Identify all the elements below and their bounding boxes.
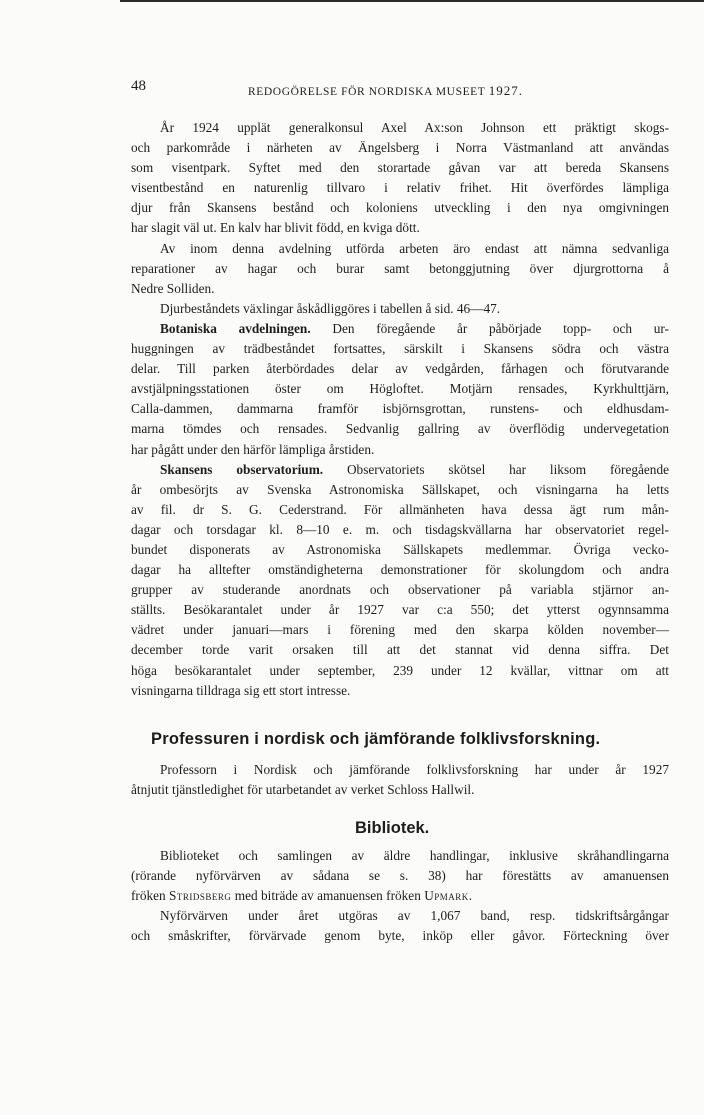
text-line: ställts. Besökarantalet under år 1927 var c:a 550; det ytterst ogynnsamma [131, 602, 669, 618]
person-name-stridsberg: Stridsberg [169, 888, 232, 904]
text-segment: med biträde av amanuensen fröken [234, 888, 421, 904]
text-line: åtnjutit tjänstledighet för utarbetandet av verket Schloss Hallwil. [131, 782, 475, 798]
running-head-year: 1927. [488, 83, 523, 98]
text-line [131, 886, 669, 906]
text-line: Nedre Solliden. [131, 280, 215, 296]
text-line: avstjälpningsstationen öster om Högloftet. Motjärn rensades, Kyrkhulttjärn, [131, 381, 669, 397]
text-line: höga besökarantalet under september, 239 under 12 kvällar, vittnar om att [131, 662, 669, 678]
top-border-line [120, 0, 704, 2]
text-line: Professorn i Nordisk och jämförande folklivsforskning har under år 1927 [160, 762, 669, 777]
text-line: Av inom denna avdelning utförda arbeten äro endast att nämna sedvanliga [160, 240, 669, 256]
text-segment: fröken [131, 888, 166, 904]
text-line: Djurbeståndets växlingar åskådliggöres i tabellen å sid. 46—47. [160, 300, 501, 316]
observatory-text: Observatoriets skötsel har liksom föregående [346, 461, 669, 477]
text-line: delar. Till parken återbördades delar av vedgården, fårhagen och förutvarande [131, 361, 669, 377]
text-line: reparationer av hagar och burar samt betonggjutning över djurgrottorna å [131, 260, 669, 276]
botanical-text: Den föregående år påbörjade topp- och ur- [332, 320, 669, 336]
text-line: och småskrifter, förvärvade genom byte, inköp eller gåvor. Förteckning över [131, 928, 669, 944]
text-line: huggningen av trädbeståndet fortsattes, särskilt i Skansens södra och västra [131, 341, 669, 357]
text-line: Nyförvärven under året utgöras av 1,067 band, resp. tidskriftsårgångar [160, 908, 669, 924]
paragraph-visentpark [131, 118, 669, 701]
paragraph-bibliotek [131, 846, 669, 946]
section-heading-professuren: Professuren i nordisk och jämförande folklivsforskning. [151, 730, 601, 748]
text-line: och parkområde i närheten av Ängelsberg i Norra Västmanland att användas [131, 140, 669, 156]
text-line: år ombesörjts av Svenska Astronomiska Sällskapet, och visningarna ha letts [131, 481, 669, 497]
section-heading-bibliotek: Bibliotek. [355, 819, 430, 837]
text-line: bundet disponerats av Astronomiska Sällskapets medlemmar. Övriga vecko- [131, 541, 669, 557]
text-line: dagar ha alltefter omständigheterna demonstrationer för skolungdom och andra [131, 562, 669, 578]
text-line: marna tömdes och rensades. Sedvanlig gallring av överflödig undervegetation [131, 421, 669, 437]
botanical-label: Botaniska avdelningen. [160, 320, 311, 336]
text-line: År 1924 upplät generalkonsul Axel Ax:son Johnson ett präktigt skogs- [160, 120, 669, 135]
person-name-upmark: Upmark. [424, 888, 473, 904]
text-line: december torde varit orsaken till att det stannat vid denna siffra. Det [131, 642, 669, 658]
text-line [131, 460, 669, 480]
paragraph-professuren [131, 760, 669, 800]
text-line: har pågått under den härför lämpliga årstiden. [131, 441, 375, 457]
text-line: Calla-dammen, dammarna framför isbjörnsgrottan, runstens- och eldhusdam- [131, 401, 669, 417]
text-line: Biblioteket och samlingen av äldre handlingar, inklusive skråhandlingarna [160, 848, 669, 863]
page-number: 48 [131, 78, 146, 94]
text-line: visentbestånd en naturenlig tillvaro i relativ frihet. Hit överfördes lämpliga [131, 180, 669, 196]
text-line: som visentpark. Syftet med den storartade gåvan var att bereda Skansens [131, 160, 669, 176]
text-line [131, 319, 669, 339]
text-line: grupper av studerande anordnats och observationer på variabla stjärnor an- [131, 582, 669, 598]
text-line: av fil. dr S. G. Cederstrand. För allmänheten hava dessa ägt rum mån- [131, 501, 669, 517]
running-head [248, 83, 523, 99]
observatory-label: Skansens observatorium. [160, 461, 324, 477]
text-line: dagar och torsdagar kl. 8—10 e. m. och tisdagskvällarna har observatoriet regel- [131, 521, 669, 537]
text-line: visningarna tilldraga sig ett stort intresse. [131, 682, 351, 698]
text-line: vädret under januari—mars i förening med den skarpa kölden november— [131, 622, 669, 638]
running-head-title: REDOGÖRELSE FÖR NORDISKA MUSEET [248, 86, 486, 98]
text-line: har slagit väl ut. En kalv har blivit född, en kviga dött. [131, 220, 420, 236]
text-line: (rörande nyförvärven av sådana se s. 38) har förestätts av amanuensen [131, 868, 669, 884]
text-line: djur från Skansens bestånd och koloniens utveckling i den nya omgivningen [131, 200, 669, 216]
